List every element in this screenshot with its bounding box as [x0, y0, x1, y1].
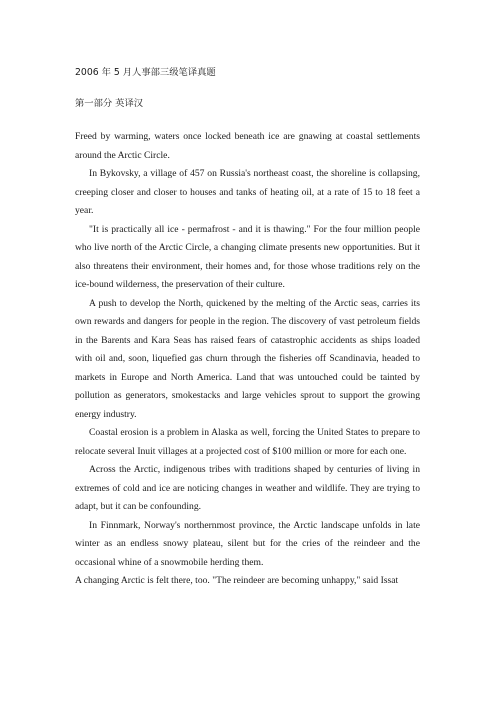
paragraph-5: Coastal erosion is a problem in Alaska as well, forcing the United States to prepare to relocate several Inuit villages at a projected cost of $100 million or more for each one. [75, 427, 420, 457]
paragraph-3: "It is practically all ice - permafrost - and it is thawing." For the four million people who live north of the Arctic Circle, a changing climate presents new opportunities. But it also threatens their environment, their homes and, for those whose traditions rely on the ice-bound wilderness, the preservation of their culture. [75, 223, 420, 290]
paragraph-2: In Bykovsky, a village of 457 on Russia's northeast coast, the shoreline is collapsing, creeping closer and closer to houses and tanks of heating oil, at a rate of 15 to 18 feet a year. [75, 168, 420, 216]
paragraph-6: Across the Arctic, indigenous tribes with traditions shaped by centuries of living in extremes of cold and ice are noticing changes in weather and wildlife. They are trying to adapt, but it can be confounding. [75, 464, 420, 512]
document-title: 2006 年 5 月人事部三级笔译真题 [75, 67, 216, 78]
paragraph-7: In Finnmark, Norway's northernmost province, the Arctic landscape unfolds in late winter as an endless snowy plateau, silent but for the cries of the reindeer and the occasional whine of a snowmobile herding them. [75, 519, 420, 568]
document-page [75, 66, 420, 591]
paragraph-4: A push to develop the North, quickened by the melting of the Arctic seas, carries its own rewards and dangers for people in the region. The discovery of vast petroleum fields in the Barents and Kara Seas has raised fears of catastrophic accidents as ships loaded with oil and, soon, liquefied gas churn through the fisheries off Scandinavia, headed to markets in Europe and North America. Land that was untouched could be tainted by pollution as generators, smokestacks and large vehicles sprout to support the growing energy industry. [75, 297, 420, 420]
paragraph-8: A changing Arctic is felt there, too. "The reindeer are becoming unhappy," said Issat [75, 575, 399, 586]
paragraph-1: Freed by warming, waters once locked beneath ice are gnawing at coastal settlements around the Arctic Circle. [75, 131, 420, 161]
section-heading: 第一部分 英译汉 [75, 98, 144, 109]
